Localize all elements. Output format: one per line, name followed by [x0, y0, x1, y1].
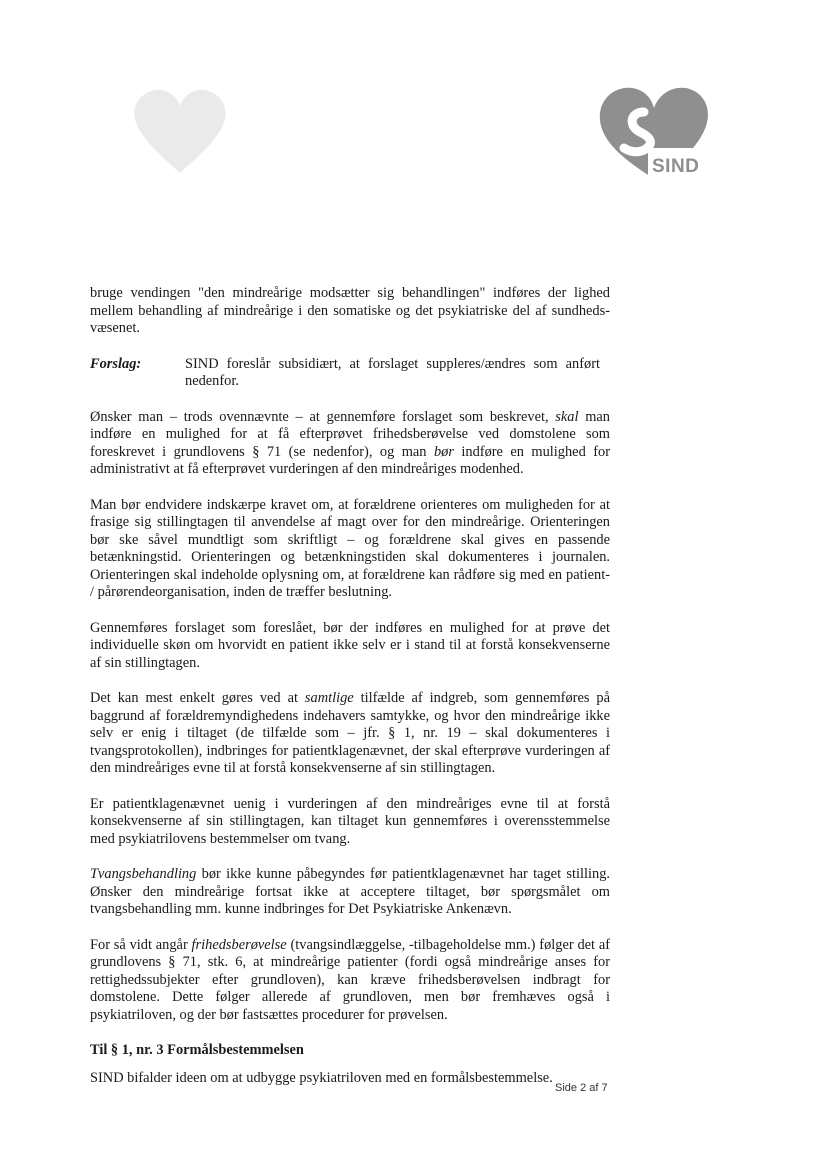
paragraph-deprivation-of-liberty: [90, 937, 610, 1025]
text-segment: man indføre en mulighed for at få efterprøvet frihedsberøvelse ved domstolene som foreskrevet i grundlovens § 71 (se nedenfor), og man: [90, 408, 610, 460]
proposal-block: [90, 356, 610, 391]
text-segment: (tvangsindlæggelse, -tilbageholdelse mm.) følger det af grundlovens § 71, stk. 6, at mindreårige patienter (fordi også mindreårige anses for rettighedssubjekter efter grundloven), kan kræve frihedsberøvelsen indbragt for domstolene. Dette følger allerede af grundloven, men bør fremhæves også i psykiatriloven, og der bør fastsættes procedurer for prøvelsen.: [90, 936, 611, 1023]
proposal-label: Forslag:: [90, 355, 142, 372]
text-segment: tilfælde af indgreb, som gennemføres på baggrund af forældremyndighedens indehavers samtykke, og hvor den mindreårige ikke selv er enig i tiltaget (de tilfælde som – jfr. § 1, nr. 19 – skal dokumenteres i tvangsprotokollen), indbringes for patientklagenævnet, der skal efterprøve vurderingen af den mindreåriges evne til at forstå konsekvenserne af sin stillingtagen.: [90, 690, 610, 776]
paragraph-purpose-clause: SIND bifalder ideen om at udbygge psykiatriloven med en formålsbestemmelse.: [90, 1069, 553, 1086]
section-heading: Til § 1, nr. 3 Formålsbestemmelsen: [90, 1042, 304, 1058]
sind-logo: [594, 82, 714, 182]
paragraph-all-cases: [90, 690, 610, 778]
page-number: Side 2 af 7: [555, 1082, 608, 1094]
paragraph-court-review: [90, 409, 610, 479]
emphasis-samtlige: samtlige: [304, 690, 354, 706]
emphasis-skal: skal: [555, 408, 579, 425]
text-segment: Ønsker man – trods ovennævnte – at gennemføre forslaget som beskrevet,: [90, 408, 556, 425]
emphasis-frihedsberovelse: frihedsberøvelse: [191, 936, 287, 953]
paragraph-board-disagrees: Er patientklagenævnet uenig i vurderingen af den mindreåriges evne til at forstå konsekvenserne af sin stillingtagen, kan tiltaget kun gennemføres i overensstemmelse med psykiatrilovens bestemmelser om tvang.: [90, 795, 610, 847]
text-segment: Det kan mest enkelt gøres ved at: [90, 690, 305, 706]
text-segment: bør ikke kunne påbegyndes før patientklagenævnet har taget stilling. Ønsker den mindreårige fortsat ikke at acceptere tiltaget, bør spørgsmålet om tvangsbehandling mm. kunne indbringes for Det Psykiatriske Ankenævn.: [90, 866, 610, 917]
paragraph-individual-assessment: Gennemføres forslaget som foreslået, bør der indføres en mulighed for at prøve det individuelle skøn om hvorvidt en patient ikke selv er i stand til at forstå konsekvenserne af sin stillingtagen.: [90, 619, 610, 671]
text-segment: For så vidt angår: [90, 936, 192, 953]
emphasis-tvangsbehandling: Tvangsbehandling: [90, 866, 197, 882]
paragraph-parent-orientation: Man bør endvidere indskærpe kravet om, at forældrene orienteres om muligheden for at frasige sig stillingtagen til anvendelse af magt over for den mindreårige. Orienteringen bør ske såvel mundtligt som skriftligt – og forældrene skal gives en passende betænkningstid. Orienteringen og betænkningstiden skal dokumenteres i journalen. Orienteringen skal indeholde oplysning om, at forældrene kan rådføre sig med en patient- / pårørendeorganisation, inden de træffer beslutning.: [90, 496, 610, 600]
logo-text: SIND: [652, 156, 700, 177]
proposal-text: SIND foreslår subsidiært, at forslaget suppleres/ændres som anført nedenfor.: [185, 355, 600, 389]
faint-logo-watermark: [120, 78, 240, 178]
paragraph-forced-treatment: [90, 866, 610, 919]
paragraph-intro: bruge vendingen "den mindreårige modsætter sig behandlingen" indføres der lighed mellem behandling af mindreårige i den somatiske og det psykiatriske del af sundheds-væsenet.: [90, 285, 610, 336]
emphasis-bor: bør: [433, 443, 454, 460]
letter-body: [90, 285, 610, 1105]
text-segment: indføre en mulighed for administrativt at få efterprøvet vurderingen af den mindreåriges modenhed.: [90, 443, 610, 477]
